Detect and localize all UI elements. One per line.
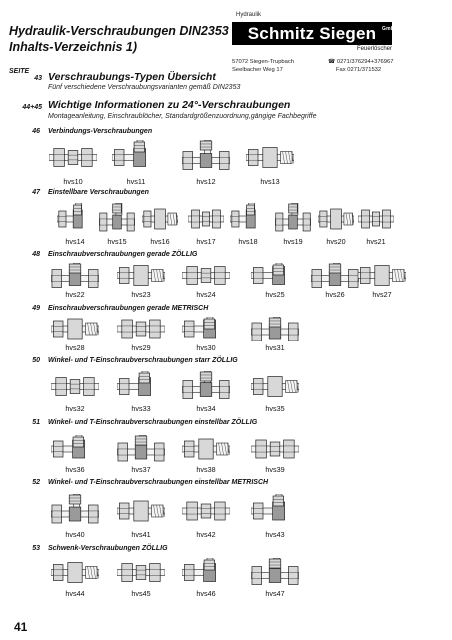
section-title: Einschraubverschraubungen gerade METRISCH bbox=[48, 305, 209, 312]
fitting-code-hvs20: hvs20 bbox=[326, 237, 346, 246]
fitting-drawing-hvs24 bbox=[182, 263, 230, 293]
fitting-drawing-hvs41 bbox=[117, 494, 165, 533]
fax-line: Fax 0271/371532 bbox=[336, 67, 382, 73]
fitting-drawing-hvs28 bbox=[51, 317, 99, 346]
fitting-code-hvs30: hvs30 bbox=[196, 343, 216, 352]
fitting-code-hvs34: hvs34 bbox=[196, 404, 216, 413]
fitting-drawing-hvs40 bbox=[51, 494, 99, 533]
fitting-code-hvs27: hvs27 bbox=[372, 290, 392, 299]
fitting-code-hvs38: hvs38 bbox=[196, 465, 216, 474]
fitting-drawing-hvs10 bbox=[49, 140, 97, 180]
address-line-1: 57072 Siegen-Trupbach bbox=[232, 59, 294, 65]
fitting-code-hvs39: hvs39 bbox=[265, 465, 285, 474]
fitting-code-hvs40: hvs40 bbox=[65, 530, 85, 539]
fitting-code-hvs19: hvs19 bbox=[283, 237, 303, 246]
logo-brand-box bbox=[232, 22, 398, 45]
intro-page-44-45: 44+45 bbox=[22, 104, 42, 111]
fitting-drawing-hvs33 bbox=[117, 371, 165, 407]
fitting-code-hvs14: hvs14 bbox=[65, 237, 85, 246]
fitting-code-hvs17: hvs17 bbox=[196, 237, 216, 246]
intro-title-43: Verschraubungs-Typen Übersicht bbox=[48, 71, 216, 83]
fitting-drawing-hvs30 bbox=[182, 317, 230, 346]
section-title: Einstellbare Verschraubungen bbox=[48, 189, 149, 196]
fitting-code-hvs16: hvs16 bbox=[150, 237, 170, 246]
fitting-code-hvs41: hvs41 bbox=[131, 530, 151, 539]
phone-icon: ☎ bbox=[328, 59, 336, 65]
fitting-code-hvs11: hvs11 bbox=[126, 177, 146, 186]
fitting-drawing-hvs34 bbox=[182, 371, 230, 407]
section-page-48: 48 bbox=[32, 251, 40, 258]
fitting-code-hvs29: hvs29 bbox=[131, 343, 151, 352]
fitting-drawing-hvs14 bbox=[57, 203, 93, 240]
fitting-drawing-hvs27 bbox=[358, 263, 406, 293]
fitting-code-hvs23: hvs23 bbox=[131, 290, 151, 299]
fitting-drawing-hvs11 bbox=[112, 140, 160, 180]
fitting-drawing-hvs21 bbox=[358, 203, 394, 240]
fitting-code-hvs12: hvs12 bbox=[196, 177, 216, 186]
fitting-code-hvs35: hvs35 bbox=[265, 404, 285, 413]
logo-brand-text: Schmitz Siegen bbox=[247, 24, 377, 43]
fitting-drawing-hvs26 bbox=[311, 263, 359, 293]
fitting-drawing-hvs31 bbox=[251, 317, 299, 346]
fitting-drawing-hvs44 bbox=[51, 558, 99, 592]
fitting-code-hvs42: hvs42 bbox=[196, 530, 216, 539]
fitting-drawing-hvs13 bbox=[246, 140, 294, 180]
fitting-code-hvs36: hvs36 bbox=[65, 465, 85, 474]
fitting-drawing-hvs18 bbox=[230, 203, 266, 240]
fitting-drawing-hvs19 bbox=[275, 203, 311, 240]
page-number: 41 bbox=[14, 620, 28, 634]
fitting-drawing-hvs25 bbox=[251, 263, 299, 293]
fitting-drawing-hvs38 bbox=[182, 435, 230, 468]
section-page-50: 50 bbox=[32, 357, 40, 364]
section-page-46: 46 bbox=[32, 128, 40, 135]
fitting-drawing-hvs20 bbox=[318, 203, 354, 240]
title-line-2: Inhalts-Verzeichnis 1) bbox=[9, 40, 138, 54]
fitting-code-hvs37: hvs37 bbox=[131, 465, 151, 474]
company-logo bbox=[232, 12, 398, 56]
fitting-code-hvs24: hvs24 bbox=[196, 290, 216, 299]
section-title: Winkel- und T-Einschraubverschraubungen einstellbar METRISCH bbox=[48, 479, 269, 486]
fitting-drawing-hvs36 bbox=[51, 435, 99, 468]
fitting-drawing-hvs16 bbox=[142, 203, 178, 240]
fitting-drawing-hvs12 bbox=[182, 140, 230, 180]
fitting-code-hvs46: hvs46 bbox=[196, 589, 216, 598]
section-title: Winkel- und T-Einschraubverschraubungen einstellbar ZÖLLIG bbox=[48, 419, 258, 426]
fitting-drawing-hvs22 bbox=[51, 263, 99, 293]
section-page-53: 53 bbox=[32, 545, 40, 552]
fitting-drawing-hvs46 bbox=[182, 558, 230, 592]
section-title: Winkel- und T-Einschraubverschraubungen starr ZÖLLIG bbox=[48, 357, 238, 364]
fitting-code-hvs31: hvs31 bbox=[265, 343, 285, 352]
fitting-code-hvs44: hvs44 bbox=[65, 589, 85, 598]
fitting-code-hvs47: hvs47 bbox=[265, 589, 285, 598]
fitting-drawing-hvs35 bbox=[251, 371, 299, 407]
section-page-52: 52 bbox=[32, 479, 40, 486]
fitting-drawing-hvs45 bbox=[117, 558, 165, 592]
section-title: Verbindungs-Verschraubungen bbox=[48, 128, 153, 135]
logo-sub-label: Feuerlöscher bbox=[356, 46, 392, 52]
phone-line bbox=[328, 58, 393, 66]
fitting-code-hvs18: hvs18 bbox=[238, 237, 258, 246]
intro-subtitle-44-45: Montageanleitung, Einschraublöcher, Standardgrößenzuordnung,gängige Fachbegriffe bbox=[48, 113, 317, 120]
intro-subtitle-43: Fünf verschiedene Verschraubungsvarianten gemäß DIN2353 bbox=[48, 84, 241, 91]
section-title: Einschraubverschraubungen gerade ZÖLLIG bbox=[48, 251, 198, 258]
section-page-51: 51 bbox=[32, 419, 40, 426]
intro-title-44-45: Wichtige Informationen zu 24°-Verschraubungen bbox=[48, 99, 291, 111]
seite-label: SEITE bbox=[9, 68, 30, 75]
fitting-code-hvs21: hvs21 bbox=[366, 237, 386, 246]
fitting-drawing-hvs39 bbox=[251, 435, 299, 468]
fitting-code-hvs10: hvs10 bbox=[63, 177, 83, 186]
fitting-drawing-hvs29 bbox=[117, 317, 165, 346]
section-page-49: 49 bbox=[32, 305, 40, 312]
fitting-code-hvs32: hvs32 bbox=[65, 404, 85, 413]
intro-page-43: 43 bbox=[34, 75, 42, 82]
fitting-code-hvs15: hvs15 bbox=[107, 237, 127, 246]
fitting-drawing-hvs42 bbox=[182, 494, 230, 533]
fitting-code-hvs43: hvs43 bbox=[265, 530, 285, 539]
fitting-code-hvs45: hvs45 bbox=[131, 589, 151, 598]
fitting-drawing-hvs23 bbox=[117, 263, 165, 293]
fitting-code-hvs22: hvs22 bbox=[65, 290, 85, 299]
fitting-drawing-hvs15 bbox=[99, 203, 135, 240]
section-page-47: 47 bbox=[32, 189, 40, 196]
logo-small-label: Hydraulik bbox=[236, 12, 262, 18]
phone-number: 0271/376294+376967 bbox=[336, 59, 394, 65]
fitting-code-hvs25: hvs25 bbox=[265, 290, 285, 299]
page-title bbox=[9, 23, 229, 55]
fitting-drawing-hvs47 bbox=[251, 558, 299, 592]
title-line-1: Hydraulik-Verschraubungen DIN2353 bbox=[9, 24, 229, 38]
fitting-code-hvs13: hvs13 bbox=[260, 177, 280, 186]
address-line-2: Seelbacher Weg 17 bbox=[232, 67, 283, 73]
fitting-drawing-hvs37 bbox=[117, 435, 165, 468]
fitting-code-hvs26: hvs26 bbox=[325, 290, 345, 299]
fitting-code-hvs33: hvs33 bbox=[131, 404, 151, 413]
section-title: Schwenk-Verschraubungen ZÖLLIG bbox=[48, 545, 168, 552]
fitting-drawing-hvs32 bbox=[51, 371, 99, 407]
fitting-drawing-hvs17 bbox=[188, 203, 224, 240]
fitting-code-hvs28: hvs28 bbox=[65, 343, 85, 352]
fitting-drawing-hvs43 bbox=[251, 494, 299, 533]
logo-gmbh: GmbH bbox=[382, 26, 398, 32]
